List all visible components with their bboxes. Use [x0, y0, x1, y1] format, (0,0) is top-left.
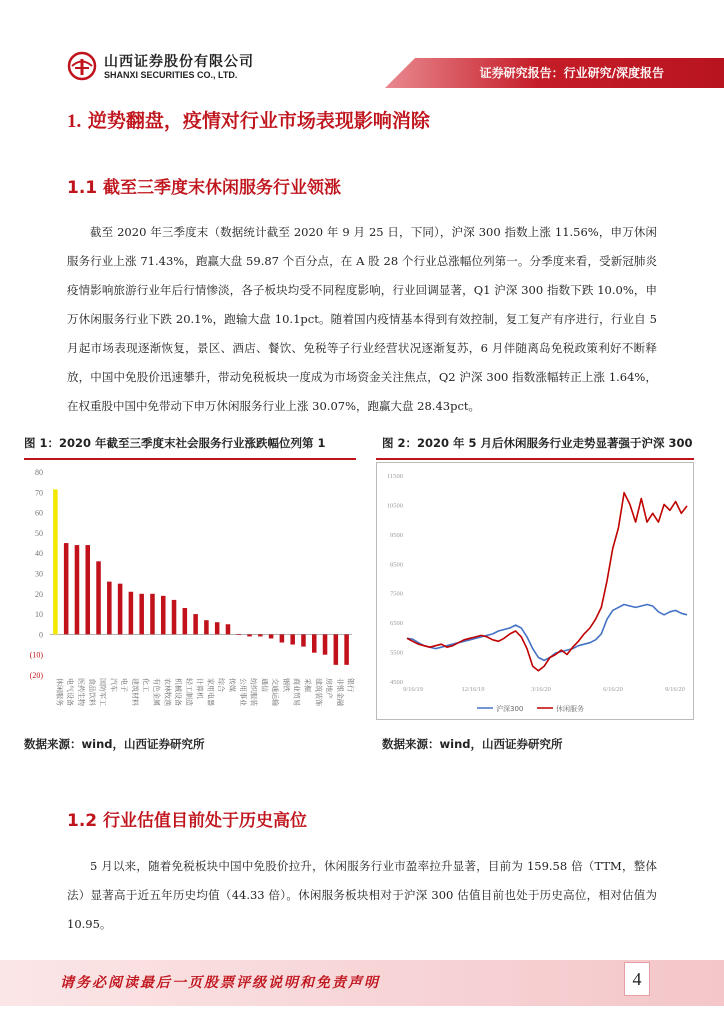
legend-label: 沪深300	[496, 705, 524, 713]
section-1-2-paragraph: 5 月以来，随着免税板块中国中免股价拉升，休闲服务行业市盈率拉升显著，目前为 159.58 倍（TTM，整体法）显著高于近五年历史均值（44.33 倍）。休闲服务板块相对于沪深 300 估值目前也处于历史高位，相对估值为 10.95。	[67, 859, 657, 931]
x-tick-label: 综合	[217, 678, 226, 692]
x-tick-label: 国防军工	[98, 678, 107, 706]
x-tick-label: 食品饮料	[87, 678, 96, 706]
x-tick-label: 交通运输	[271, 678, 280, 706]
x-tick-label: 采掘	[303, 678, 312, 692]
x-tick-label: 非银金融	[335, 678, 344, 706]
section-1-1-heading: 1.1 截至三季度末休闲服务行业领涨	[67, 178, 342, 198]
bar-轻工制造	[183, 608, 188, 634]
x-tick-label: 电子	[120, 678, 129, 692]
section-1-1-paragraph: 截至 2020 年三季度末（数据统计截至 2020 年 9 月 25 日，下同），沪深 300 指数上涨 11.56%，申万休闲服务行业上涨 71.43%，跑赢大盘 59.87 个百分点，在 A 股 28 个行业总涨幅位列第一。分季度来看，受新冠肺炎疫情影响旅游行业年后行情惨淡，各子板块均受不同程度影响，行业回调显著，Q1 沪深 300 指数下跌 10.0%，申万休闲服务行业下跌 20.1%，跑输大盘 10.1pct。随着国内疫情基本得到有效控制，复工复产有序进行，行业自 5 月起市场表现逐渐恢复，景区、酒店、餐饮、免税等子行业经营状况逐渐复苏，6 月伴随离岛免税政策利好不断释放，中国中免股价迅速攀升，带动免税板块一度成为市场资金关注焦点，Q2 沪深 300 指数涨幅转正上涨 1.64%，在权重股中国中免带动下申万休闲服务行业上涨 30.07%，跑赢大盘 28.43pct。	[67, 225, 657, 413]
x-tick-label: 纺织服装	[249, 678, 258, 706]
bar-有色金属	[150, 594, 155, 635]
company-name-cn: 山西证券股份有限公司	[104, 54, 254, 70]
company-name-en: SHANXI SECURITIES CO., LTD.	[104, 70, 238, 80]
y-tick-label: 10500	[386, 502, 403, 510]
x-tick-label: 12/16/19	[461, 686, 485, 693]
x-tick-label: 6/16/20	[603, 686, 623, 693]
y-tick-label: 6500	[390, 620, 403, 628]
figure-2-divider	[376, 458, 694, 460]
bar-医药生物	[75, 545, 80, 634]
x-tick-label: 银行	[346, 678, 355, 692]
x-tick-label: 轻工制造	[184, 678, 193, 706]
bar-商业贸易	[290, 634, 295, 644]
disclaimer-notice: 请务必阅读最后一页股票评级说明和免责声明	[60, 975, 380, 991]
y-tick-label: 7500	[390, 590, 403, 598]
figure-1-divider	[24, 458, 356, 460]
series-line-沪深300	[407, 605, 687, 661]
x-tick-label: 休闲服务	[55, 678, 64, 706]
figure-1-source: 数据来源：wind，山西证券研究所	[24, 737, 205, 751]
bar-通信	[258, 634, 263, 636]
x-tick-label: 汽车	[109, 678, 118, 692]
bar-公用事业	[236, 634, 241, 635]
y-tick-label: 60	[35, 508, 43, 518]
industry-returns-bar-chart	[24, 462, 356, 722]
x-tick-label: 传媒	[227, 678, 236, 692]
bar-国防军工	[96, 561, 101, 634]
page-header	[0, 0, 724, 92]
bar-建筑材料	[129, 592, 134, 635]
section-1-title: 逆势翻盘，疫情对行业市场表现影响消除	[87, 110, 430, 132]
bar-汽车	[107, 582, 112, 635]
bar-传媒	[226, 624, 231, 634]
bar-机械设备	[172, 600, 177, 635]
y-tick-label: 11500	[386, 473, 403, 480]
section-1-number: 1.	[67, 111, 82, 132]
bar-计算机	[193, 614, 198, 634]
y-tick-label: 40	[35, 549, 43, 559]
bar-综合	[215, 622, 220, 634]
bar-建筑装饰	[312, 634, 317, 652]
bar-化工	[139, 594, 144, 635]
bar-采掘	[301, 634, 306, 646]
x-tick-label: 9/16/19	[403, 686, 423, 693]
bar-休闲服务	[53, 489, 58, 634]
x-tick-label: 建筑装饰	[314, 678, 323, 706]
bar-银行	[344, 634, 349, 664]
y-tick-label: 8500	[390, 561, 403, 569]
x-tick-label: 房地产	[325, 678, 334, 699]
y-tick-label: 80	[35, 468, 43, 477]
x-tick-label: 计算机	[195, 678, 204, 699]
bar-非银金融	[334, 634, 339, 664]
series-line-休闲服务	[407, 493, 687, 671]
x-tick-label: 电气设备	[66, 678, 75, 706]
x-tick-label: 通信	[260, 678, 269, 692]
x-tick-label: 医药生物	[76, 678, 85, 706]
report-type-label: 证券研究报告：行业研究/深度报告	[479, 66, 664, 80]
x-tick-label: 9/16/20	[665, 686, 685, 693]
y-tick-label: (10)	[29, 650, 43, 660]
x-tick-label: 机械设备	[174, 678, 183, 706]
x-tick-label: 商业贸易	[292, 678, 301, 706]
figure-2-caption: 图 2：2020 年 5 月后休闲服务行业走势显著强于沪深 300	[382, 436, 693, 450]
y-tick-label: 0	[39, 630, 43, 640]
bar-电子	[118, 584, 123, 635]
bar-食品饮料	[85, 545, 90, 634]
bar-农林牧渔	[161, 596, 166, 635]
legend-label: 休闲服务	[556, 705, 584, 713]
x-tick-label: 3/16/20	[531, 686, 551, 693]
bar-电气设备	[64, 543, 69, 634]
y-tick-label: 9500	[390, 531, 403, 539]
bar-家用电器	[204, 620, 209, 634]
figure-2-source: 数据来源：wind，山西证券研究所	[382, 737, 563, 751]
x-tick-label: 建筑材料	[130, 678, 139, 706]
y-tick-label: 5500	[390, 649, 403, 657]
chart-2-frame	[376, 462, 694, 720]
y-tick-label: (20)	[29, 671, 43, 680]
y-tick-label: 10	[35, 610, 43, 620]
page-number: 4	[624, 962, 650, 996]
figure-1-caption: 图 1：2020 年截至三季度末社会服务行业涨跌幅位列第 1	[24, 436, 326, 450]
x-tick-label: 家用电器	[206, 678, 215, 706]
bar-钢铁	[280, 634, 285, 642]
bar-交通运输	[269, 634, 274, 638]
y-tick-label: 4500	[390, 679, 403, 686]
bar-房地产	[323, 634, 328, 654]
x-tick-label: 钢铁	[281, 678, 290, 692]
section-1-heading	[67, 106, 430, 133]
y-tick-label: 20	[35, 589, 43, 599]
y-tick-label: 50	[35, 528, 43, 538]
x-tick-label: 有色金属	[152, 678, 161, 706]
y-tick-label: 30	[35, 569, 43, 579]
index-trend-line-chart	[377, 463, 693, 719]
section-1-2-heading: 1.2 行业估值目前处于历史高位	[67, 811, 308, 831]
y-tick-label: 70	[35, 488, 43, 498]
x-tick-label: 化工	[141, 678, 150, 692]
bar-纺织服装	[247, 634, 252, 636]
x-tick-label: 公用事业	[238, 678, 247, 706]
x-tick-label: 农林牧渔	[163, 678, 172, 706]
company-logo-icon	[67, 51, 97, 81]
